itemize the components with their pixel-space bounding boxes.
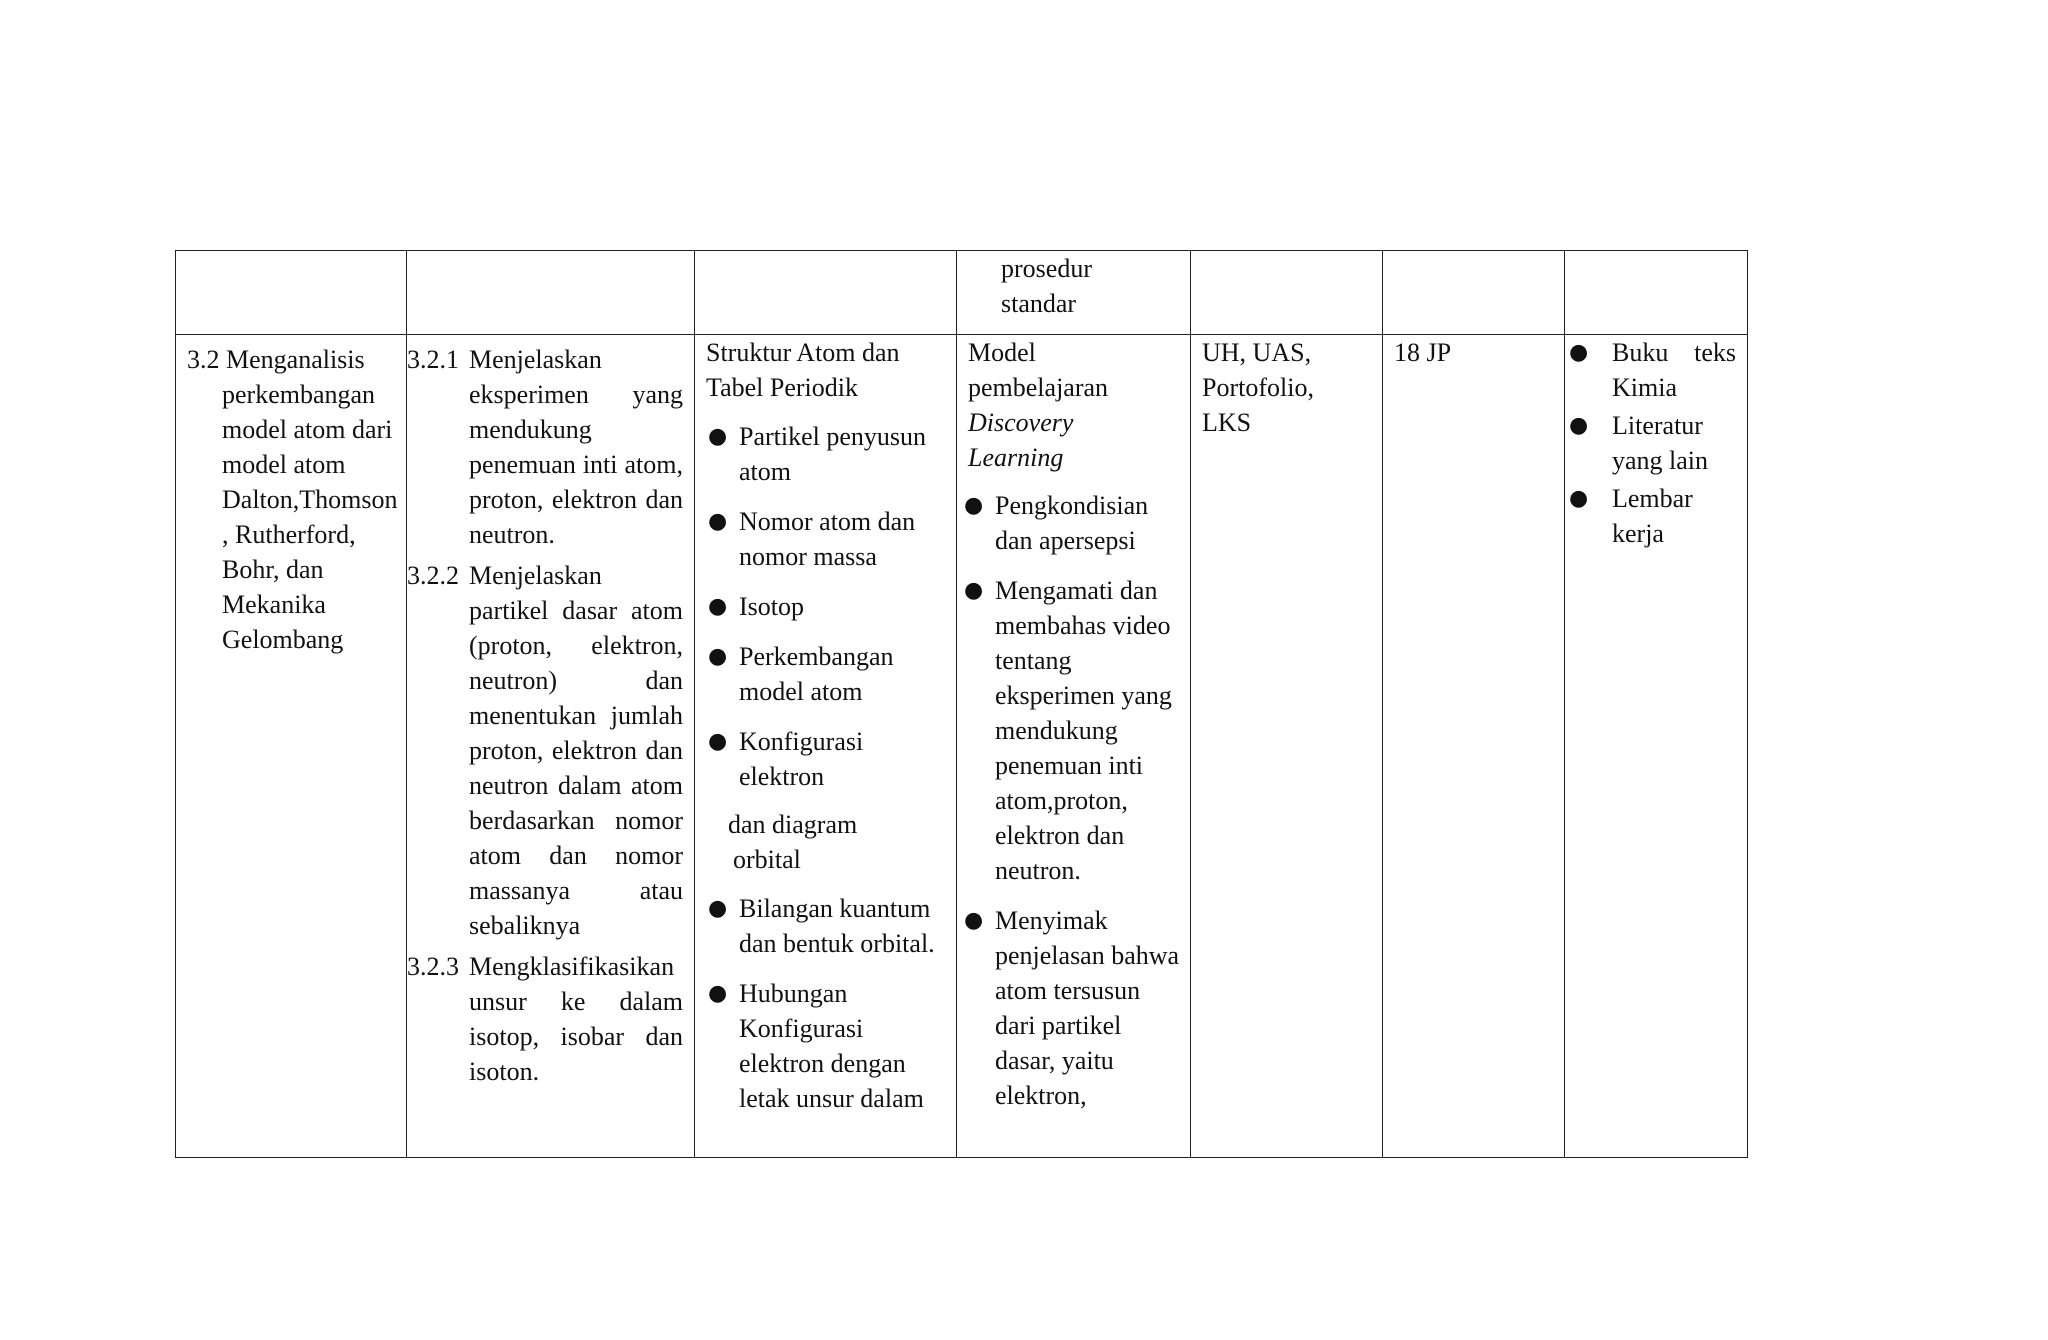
- cell-empty: [407, 251, 695, 335]
- bullet-icon: ●: [708, 424, 728, 449]
- table-row-continuation: [176, 251, 1748, 335]
- cell-alokasi-waktu: [1383, 335, 1565, 1158]
- bullet-icon: ●: [964, 493, 984, 518]
- method-continuation-line: standar: [1001, 289, 1077, 318]
- bullet-icon: ●: [708, 594, 728, 619]
- cell-method-continuation: [957, 251, 1191, 335]
- materi-item: ● Konfigurasi elektron: [706, 724, 950, 794]
- materi-continuation: dan diagram orbital: [728, 810, 858, 874]
- cell-empty: [1383, 251, 1565, 335]
- bullet-icon: ●: [1569, 486, 1589, 511]
- penilaian-text: UH, UAS, Portofolio, LKS: [1202, 338, 1314, 437]
- cell-kegiatan: [957, 335, 1191, 1158]
- materi-item: ● Hubungan Konfigurasi elektron dengan letak unsur dalam: [706, 976, 950, 1116]
- bullet-icon: ●: [964, 578, 984, 603]
- materi-item: ● Nomor atom dan nomor massa: [706, 504, 950, 574]
- bullet-icon: ●: [964, 908, 984, 933]
- kompetensi-dasar-text: 3.2 Menganalisis perkembangan model atom dari model atom Dalton,Thomson , Rutherford, Bohr, dan Mekanika Gelombang: [187, 345, 398, 654]
- indikator-text: Menjelaskan partikel dasar atom (proton, elektron, neutron) dan menentukan jumlah proton, elektron dan neutron dalam atom berdasarkan nomor atom dan nomor massanya atau sebaliknya: [469, 561, 683, 940]
- cell-materi: [695, 335, 957, 1158]
- kegiatan-item: ● Mengamati dan membahas video tentang eksperimen yang mendukung penemuan inti atom,proton, elektron dan neutron.: [962, 573, 1184, 888]
- cell-empty: [695, 251, 957, 335]
- bullet-icon: ●: [708, 896, 728, 921]
- sumber-item: ● Lembar kerja: [1567, 481, 1736, 551]
- materi-heading: Struktur Atom dan Tabel Periodik: [706, 338, 900, 402]
- materi-item: ● Bilangan kuantum dan bentuk orbital.: [706, 891, 950, 961]
- bullet-icon: ●: [708, 509, 728, 534]
- cell-sumber-belajar: [1565, 335, 1748, 1158]
- indikator-item: 3.2.2 Menjelaskan partikel dasar atom (proton, elektron, neutron) dan menentukan jumlah proton, elektron dan neutron dalam atom berdasarkan nomor atom dan nomor massanya atau sebaliknya: [407, 558, 683, 943]
- indikator-text: Mengklasifikasikan unsur ke dalam isotop, isobar dan isoton.: [469, 952, 683, 1086]
- cell-empty: [1191, 251, 1383, 335]
- bullet-icon: ●: [708, 981, 728, 1006]
- sumber-item: ● Literatur yang lain: [1567, 408, 1736, 478]
- kegiatan-item: ● Menyimak penjelasan bahwa atom tersusun dari partikel dasar, yaitu elektron,: [962, 903, 1184, 1113]
- alokasi-waktu-text: 18 JP: [1394, 338, 1452, 367]
- cell-penilaian: [1191, 335, 1383, 1158]
- materi-list: [706, 891, 950, 1116]
- materi-item: ● Partikel penyusun atom: [706, 419, 950, 489]
- model-name: Discovery Learning: [968, 408, 1074, 472]
- indikator-item: 3.2.3 Mengklasifikasikan unsur ke dalam isotop, isobar dan isoton.: [407, 949, 683, 1089]
- sumber-item: ● Buku teks Kimia: [1567, 335, 1736, 405]
- indikator-text: Menjelaskan eksperimen yang mendukung penemuan inti atom, proton, elektron dan neutron.: [469, 345, 683, 549]
- cell-indikator: [407, 335, 695, 1158]
- kegiatan-item: ● Pengkondisian dan apersepsi: [962, 488, 1184, 558]
- cell-empty: [1565, 251, 1748, 335]
- materi-item: ● Perkembangan model atom: [706, 639, 950, 709]
- sumber-list: [1567, 335, 1736, 551]
- kegiatan-list: [962, 488, 1184, 1113]
- bullet-icon: ●: [1569, 413, 1589, 438]
- materi-item: ● Isotop: [706, 589, 950, 624]
- materi-list: [706, 419, 950, 794]
- cell-empty: [176, 251, 407, 335]
- indikator-item: 3.2.1 Menjelaskan eksperimen yang mendukung penemuan inti atom, proton, elektron dan neutron.: [407, 342, 683, 552]
- method-continuation-line: prosedur: [1001, 254, 1092, 283]
- cell-kompetensi-dasar: [176, 335, 407, 1158]
- lesson-plan-table: [175, 250, 1748, 1158]
- bullet-icon: ●: [708, 644, 728, 669]
- bullet-icon: ●: [1569, 340, 1589, 365]
- table-row-kd-3-2: [176, 335, 1748, 1158]
- bullet-icon: ●: [708, 729, 728, 754]
- indikator-list: [407, 335, 694, 1089]
- model-label: Model pembelajaran: [968, 338, 1109, 402]
